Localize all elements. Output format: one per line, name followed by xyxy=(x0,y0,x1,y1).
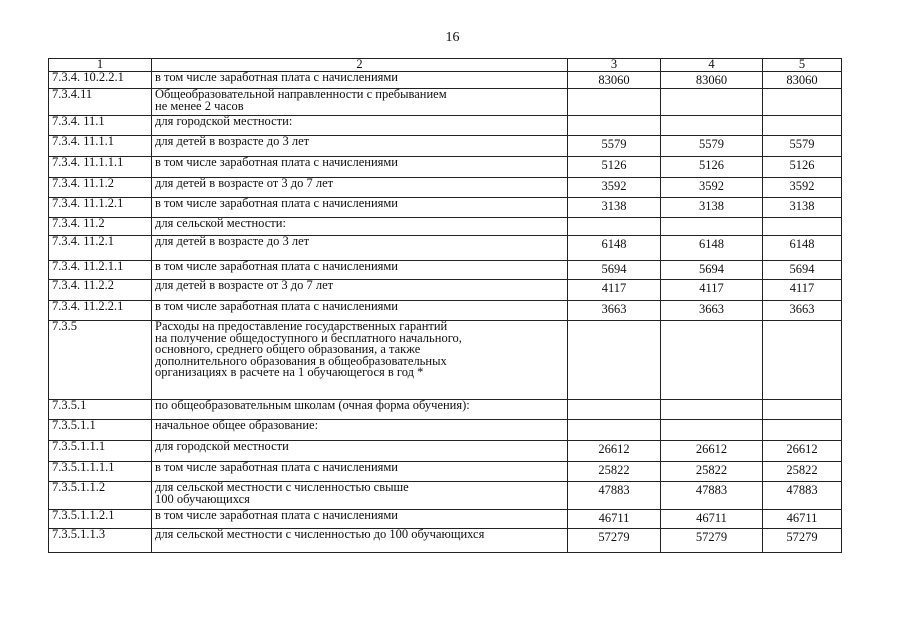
row-value-col3: 5694 xyxy=(568,261,661,280)
row-description: для детей в возрасте от 3 до 7 лет xyxy=(152,178,568,198)
row-code: 7.3.4. 11.1.1 xyxy=(49,136,152,157)
row-value-col3: 4117 xyxy=(568,280,661,301)
row-value-col5 xyxy=(763,321,842,400)
row-description: в том числе заработная плата с начислениями xyxy=(152,261,568,280)
row-value-col5: 3592 xyxy=(763,178,842,198)
row-description: для сельской местности с численностью до 100 обучающихся xyxy=(152,529,568,553)
row-code: 7.3.4. 11.2.1.1 xyxy=(49,261,152,280)
row-value-col3: 5126 xyxy=(568,157,661,178)
row-description: Общеобразовательной направленности с пребыванием не менее 2 часов xyxy=(152,89,568,116)
row-description: для детей в возрасте до 3 лет xyxy=(152,236,568,261)
row-description: в том числе заработная плата с начислениями xyxy=(152,462,568,482)
header-cell-4: 4 xyxy=(661,59,763,72)
row-code: 7.3.4. 11.2.2.1 xyxy=(49,301,152,321)
table-row xyxy=(49,321,842,400)
row-description: для детей в возрасте до 3 лет xyxy=(152,136,568,157)
row-value-col5 xyxy=(763,400,842,420)
row-value-col3: 57279 xyxy=(568,529,661,553)
table-row xyxy=(49,400,842,420)
row-value-col5 xyxy=(763,218,842,236)
row-code: 7.3.4.11 xyxy=(49,89,152,116)
row-value-col4: 47883 xyxy=(661,482,763,510)
row-description: для городской местности xyxy=(152,441,568,462)
row-code: 7.3.4. 11.2.1 xyxy=(49,236,152,261)
table-row xyxy=(49,261,842,280)
table-row xyxy=(49,301,842,321)
table-header-row xyxy=(49,59,842,72)
table-row xyxy=(49,420,842,441)
row-value-col4 xyxy=(661,89,763,116)
row-value-col5: 6148 xyxy=(763,236,842,261)
row-code: 7.3.5.1.1.2 xyxy=(49,482,152,510)
page-number: 16 xyxy=(445,30,460,45)
row-code: 7.3.5.1.1.2.1 xyxy=(49,510,152,529)
row-value-col5: 5694 xyxy=(763,261,842,280)
table-row xyxy=(49,72,842,89)
row-description: Расходы на предоставление государственных гарантий на получение общедоступного и бесплатного начального, основного, среднего общего образования, а также дополнительного образования в общеобразовательных организациях в расчете на 1 обучающегося в год * xyxy=(152,321,568,400)
row-value-col3 xyxy=(568,420,661,441)
row-code: 7.3.5.1 xyxy=(49,400,152,420)
row-code: 7.3.4. 11.2.2 xyxy=(49,280,152,301)
row-value-col5: 46711 xyxy=(763,510,842,529)
table-row xyxy=(49,116,842,136)
table-row xyxy=(49,136,842,157)
row-code: 7.3.4. 11.1 xyxy=(49,116,152,136)
table-row xyxy=(49,157,842,178)
row-description: для сельской местности с численностью свыше 100 обучающихся xyxy=(152,482,568,510)
row-value-col5: 3138 xyxy=(763,198,842,218)
row-value-col3 xyxy=(568,218,661,236)
row-value-col4: 5126 xyxy=(661,157,763,178)
row-code: 7.3.5.1.1.3 xyxy=(49,529,152,553)
row-code: 7.3.5.1.1 xyxy=(49,420,152,441)
row-code: 7.3.4. 11.1.2.1 xyxy=(49,198,152,218)
table-row xyxy=(49,482,842,510)
row-value-col4: 5694 xyxy=(661,261,763,280)
row-value-col5: 4117 xyxy=(763,280,842,301)
table-row xyxy=(49,178,842,198)
row-value-col4: 4117 xyxy=(661,280,763,301)
row-value-col3: 5579 xyxy=(568,136,661,157)
row-value-col3 xyxy=(568,400,661,420)
row-description: в том числе заработная плата с начислениями xyxy=(152,510,568,529)
row-code: 7.3.4. 10.2.2.1 xyxy=(49,72,152,89)
row-value-col3 xyxy=(568,321,661,400)
row-value-col4: 3592 xyxy=(661,178,763,198)
row-value-col3: 6148 xyxy=(568,236,661,261)
header-cell-5: 5 xyxy=(763,59,842,72)
header-cell-2: 2 xyxy=(152,59,568,72)
row-code: 7.3.4. 11.1.1.1 xyxy=(49,157,152,178)
row-value-col5 xyxy=(763,116,842,136)
row-value-col4: 46711 xyxy=(661,510,763,529)
row-description: в том числе заработная плата с начислениями xyxy=(152,301,568,321)
row-code: 7.3.4. 11.2 xyxy=(49,218,152,236)
row-value-col4: 3138 xyxy=(661,198,763,218)
header-cell-3: 3 xyxy=(568,59,661,72)
row-value-col3: 3592 xyxy=(568,178,661,198)
row-value-col5: 5126 xyxy=(763,157,842,178)
row-value-col3: 26612 xyxy=(568,441,661,462)
row-value-col4 xyxy=(661,218,763,236)
table-row xyxy=(49,89,842,116)
row-value-col4 xyxy=(661,321,763,400)
table-row xyxy=(49,236,842,261)
row-value-col3: 25822 xyxy=(568,462,661,482)
row-value-col5: 47883 xyxy=(763,482,842,510)
row-description: в том числе заработная плата с начислениями xyxy=(152,157,568,178)
header-cell-1: 1 xyxy=(49,59,152,72)
table-row xyxy=(49,280,842,301)
row-value-col4: 3663 xyxy=(661,301,763,321)
row-value-col4 xyxy=(661,116,763,136)
row-value-col3: 46711 xyxy=(568,510,661,529)
row-value-col4: 26612 xyxy=(661,441,763,462)
budget-table xyxy=(48,58,842,553)
row-value-col3: 3138 xyxy=(568,198,661,218)
row-value-col5: 57279 xyxy=(763,529,842,553)
row-value-col4: 5579 xyxy=(661,136,763,157)
table-row xyxy=(49,218,842,236)
table-row xyxy=(49,441,842,462)
row-value-col3: 83060 xyxy=(568,72,661,89)
row-value-col5: 83060 xyxy=(763,72,842,89)
row-value-col3: 47883 xyxy=(568,482,661,510)
row-code: 7.3.5.1.1.1 xyxy=(49,441,152,462)
row-code: 7.3.4. 11.1.2 xyxy=(49,178,152,198)
row-value-col4 xyxy=(661,400,763,420)
row-description: по общеобразовательным школам (очная форма обучения): xyxy=(152,400,568,420)
row-description: в том числе заработная плата с начислениями xyxy=(152,72,568,89)
row-description: в том числе заработная плата с начислениями xyxy=(152,198,568,218)
row-description: для детей в возрасте от 3 до 7 лет xyxy=(152,280,568,301)
row-value-col5: 3663 xyxy=(763,301,842,321)
row-code: 7.3.5.1.1.1.1 xyxy=(49,462,152,482)
row-value-col5: 25822 xyxy=(763,462,842,482)
row-value-col4: 83060 xyxy=(661,72,763,89)
row-value-col4: 25822 xyxy=(661,462,763,482)
table-row xyxy=(49,198,842,218)
table-row xyxy=(49,529,842,553)
row-value-col5 xyxy=(763,89,842,116)
table-row xyxy=(49,462,842,482)
row-value-col3 xyxy=(568,89,661,116)
row-value-col4: 57279 xyxy=(661,529,763,553)
row-value-col5: 5579 xyxy=(763,136,842,157)
row-code: 7.3.5 xyxy=(49,321,152,400)
row-value-col3: 3663 xyxy=(568,301,661,321)
row-value-col4: 6148 xyxy=(661,236,763,261)
row-value-col3 xyxy=(568,116,661,136)
row-description: для городской местности: xyxy=(152,116,568,136)
row-value-col4 xyxy=(661,420,763,441)
table-row xyxy=(49,510,842,529)
row-value-col5 xyxy=(763,420,842,441)
row-value-col5: 26612 xyxy=(763,441,842,462)
row-description: для сельской местности: xyxy=(152,218,568,236)
row-description: начальное общее образование: xyxy=(152,420,568,441)
